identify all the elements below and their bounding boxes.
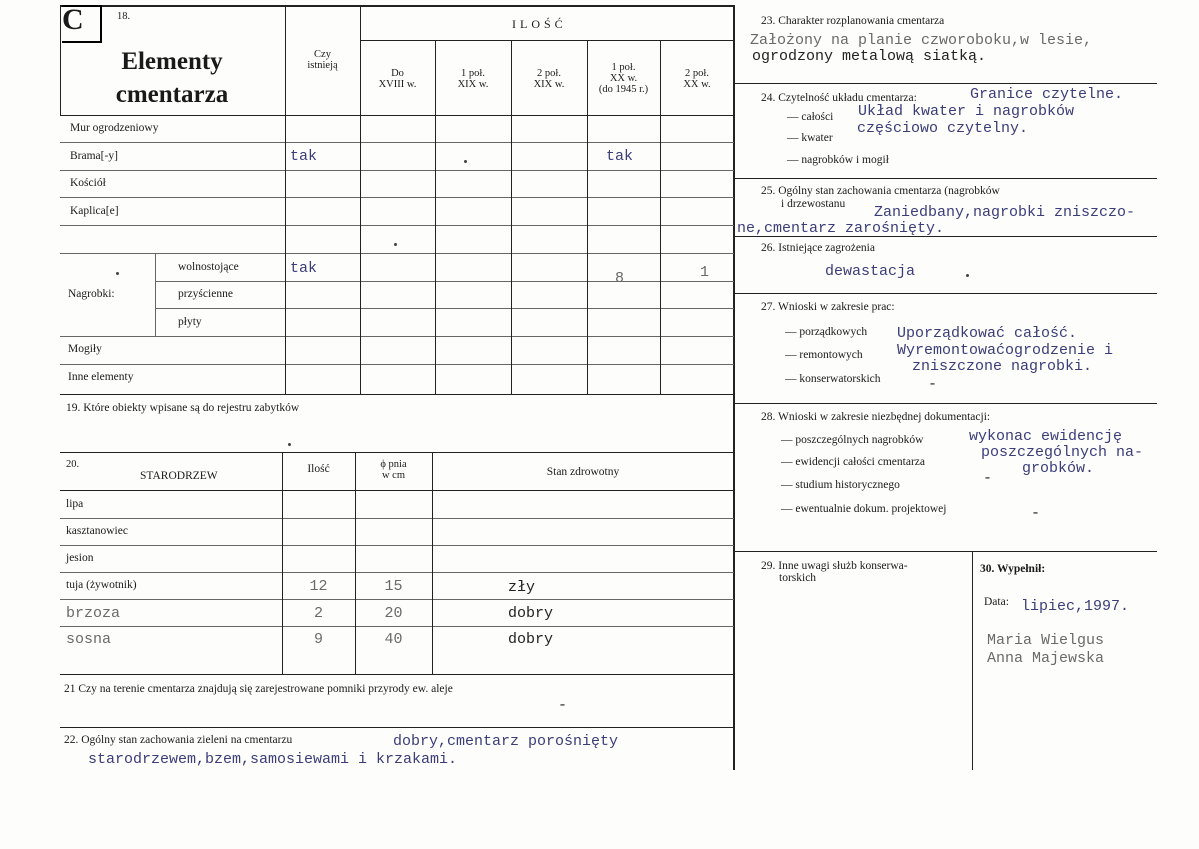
row-rule: [60, 518, 734, 519]
period-header-5: 2 poł. XX w.: [683, 68, 711, 90]
q25-label-line-2: i drzewostanu: [781, 198, 846, 210]
period-header-2: 1 poł. XIX w.: [457, 68, 489, 90]
q24-answer-line-3: częściowo czytelny.: [857, 120, 1029, 137]
filled-by-name-2: Anna Majewska: [987, 650, 1105, 667]
trees-header-rule: [60, 490, 734, 491]
q28-answer-line-1: wykonac ewidencję: [969, 428, 1123, 445]
gate-exists-value: tak: [290, 148, 318, 165]
section-rule: [60, 394, 734, 395]
date-label: Data:: [984, 596, 1009, 608]
tree-species: tuja (żywotnik): [66, 579, 137, 591]
section-rule: [60, 452, 734, 453]
row-label: Brama[-y]: [70, 150, 118, 162]
section-rule: [733, 551, 1157, 552]
q22-answer-line-1: dobry,cmentarz porośnięty: [393, 733, 619, 750]
trees-qty-header: Ilość: [307, 463, 330, 475]
col-rule: [155, 253, 156, 336]
q27-answer-cleanup: Uporządkować całość.: [897, 325, 1078, 342]
q30-label: 30. Wypełnił:: [980, 563, 1046, 575]
q24-sub-quarters: — kwater: [787, 132, 833, 144]
date-value: lipiec,1997.: [1021, 598, 1130, 615]
row-rule: [60, 599, 734, 600]
q27-label: 27. Wnioski w zakresie prac:: [761, 301, 895, 313]
tree-species: kasztanowiec: [66, 525, 128, 537]
trees-title: STARODRZEW: [140, 470, 218, 482]
row-rule: [60, 336, 734, 337]
section-letter: C: [62, 3, 84, 36]
q26-answer: dewastacja: [825, 263, 916, 280]
gate-period-4-value: tak: [606, 148, 634, 165]
row-rule: [60, 142, 734, 143]
section-rule: [733, 293, 1157, 294]
tree-species: sosna: [66, 631, 112, 648]
freestanding-period-5-value: 1: [700, 264, 710, 281]
q27-sub-repair: — remontowych: [785, 349, 863, 361]
section-rule: [733, 83, 1157, 84]
freestanding-exists-value: tak: [290, 260, 318, 277]
q25-answer-line-2: ne,cmentarz zarośnięty.: [737, 220, 945, 237]
trees-health-header: Stan zdrowotny: [546, 466, 620, 478]
ink-dot: [288, 443, 291, 446]
q27-answer-repair-line-2: zniszczone nagrobki.: [912, 358, 1093, 375]
left-border-top: [60, 5, 61, 115]
row-label: płyty: [178, 316, 202, 328]
row-rule: [60, 225, 734, 226]
row-label: Kaplica[e]: [70, 205, 119, 217]
tree-health: dobry: [508, 631, 554, 648]
q27-answer-conservation: -: [928, 376, 938, 393]
trees-diameter-header: ϕ pnia w cm: [380, 459, 407, 481]
tree-qty: 9: [313, 631, 323, 648]
trees-number: 20.: [66, 459, 80, 470]
q22-answer-line-2: starodrzewem,bzem,samosiewami i krzakami.: [88, 751, 458, 768]
row-label: Mur ogrodzeniowy: [70, 122, 159, 134]
freestanding-period-4-value: 8: [615, 270, 625, 287]
row-label: wolnostojące: [178, 261, 239, 273]
col-rule: [432, 452, 433, 674]
row-rule: [60, 170, 734, 171]
q28-label: 28. Wnioski w zakresie niezbędnej dokumentacji:: [761, 411, 991, 423]
tree-diameter: 40: [384, 631, 403, 648]
row-rule: [60, 197, 734, 198]
nagrobki-label: Nagrobki:: [68, 288, 115, 300]
q21-answer: -: [558, 697, 568, 714]
q28-answer-inventory: -: [983, 470, 993, 487]
table-header-rule: [60, 115, 734, 116]
col-rule: [660, 40, 661, 394]
q26-label: 26. Istniejące zagrożenia: [761, 242, 875, 254]
row-rule: [60, 253, 734, 254]
row-rule: [155, 308, 734, 309]
tree-qty: 12: [309, 578, 328, 595]
q23-label: 23. Charakter rozplanowania cmentarza: [761, 15, 945, 27]
q28-sub-project: — ewentualnie dokum. projektowej: [781, 503, 947, 515]
q19-label: 19. Które obiekty wpisane są do rejestru zabytków: [66, 402, 300, 414]
filled-by-name-1: Maria Wielgus: [987, 632, 1105, 649]
row-rule: [60, 364, 734, 365]
row-label: Inne elementy: [68, 371, 134, 383]
period-header-3: 2 poł. XIX w.: [533, 68, 565, 90]
q24-sub-whole: — całości: [787, 111, 834, 123]
tree-species: brzoza: [66, 605, 121, 622]
q22-label: 22. Ogólny stan zachowania zieleni na cmentarzu: [64, 734, 293, 746]
section-rule: [60, 674, 734, 675]
tree-qty: 2: [313, 605, 323, 622]
tree-species: jesion: [66, 552, 94, 564]
ink-dot: [966, 274, 969, 277]
q23-answer-line-2: ogrodzony metalową siatką.: [752, 48, 987, 65]
period-header-1: Do XVIII w.: [378, 68, 417, 90]
row-rule: [60, 545, 734, 546]
col-rule: [511, 40, 512, 394]
row-label: Kościół: [70, 177, 106, 189]
tree-health: dobry: [508, 605, 554, 622]
q28-answer-project: -: [1031, 505, 1041, 522]
q28-answer-line-2: poszczególnych na-: [981, 444, 1144, 461]
section-number: 18.: [117, 11, 131, 22]
q24-label: 24. Czytelność układu cmentarza:: [761, 92, 917, 104]
center-divider: [733, 5, 735, 770]
q24-answer-line-1: Granice czytelne.: [970, 86, 1124, 103]
section-rule: [733, 178, 1157, 179]
col-rule: [360, 5, 361, 394]
q29-label-line-2: torskich: [779, 572, 817, 584]
top-border: [60, 5, 734, 7]
q27-answer-repair-line-1: Wyremontowaćogrodzenie i: [897, 342, 1114, 359]
row-rule: [60, 572, 734, 573]
ink-dot: [116, 272, 119, 275]
q29-label-line-1: 29. Inne uwagi służb konserwa-: [761, 560, 908, 572]
q27-sub-conservation: — konserwatorskich: [785, 373, 881, 385]
tree-species: lipa: [66, 498, 84, 510]
q28-sub-history: — studium historycznego: [781, 479, 900, 491]
ink-dot: [464, 160, 467, 163]
title-line-1: Elementy: [121, 48, 223, 75]
quantity-header: ILOŚĆ: [512, 17, 567, 31]
q23-answer-line-1: Założony na planie czworoboku,w lesie,: [750, 32, 1093, 49]
row-rule: [60, 626, 734, 627]
q28-sub-graves: — poszczególnych nagrobków: [781, 434, 924, 446]
title-line-2: cmentarza: [115, 81, 229, 108]
q27-sub-cleanup: — porządkowych: [785, 326, 868, 338]
exists-column-header: Czy istnieją: [307, 49, 338, 71]
col-rule: [435, 40, 436, 394]
row-label: przyścienne: [178, 288, 233, 300]
q28-sub-inventory: — ewidencji całości cmentarza: [781, 456, 925, 468]
section-rule: [60, 727, 734, 728]
row-rule: [155, 281, 734, 282]
q25-answer-line-1: Zaniedbany,nagrobki zniszczo-: [874, 204, 1136, 221]
period-header-4: 1 poł. XX w. (do 1945 r.): [598, 62, 649, 95]
q24-sub-graves: — nagrobków i mogił: [787, 154, 889, 166]
col-rule: [972, 551, 973, 770]
section-rule: [733, 403, 1157, 404]
q25-label-line-1: 25. Ogólny stan zachowania cmentarza (nagrobków: [761, 185, 1000, 197]
tree-diameter: 20: [384, 605, 403, 622]
tree-diameter: 15: [384, 578, 403, 595]
tree-health: zły: [508, 579, 536, 596]
q24-answer-line-2: Układ kwater i nagrobków: [858, 103, 1075, 120]
q28-answer-line-3: grobków.: [1022, 460, 1095, 477]
ink-dot: [394, 243, 397, 246]
q21-label: 21 Czy na terenie cmentarza znajdują się zarejestrowane pomniki przyrody ew. aleje: [64, 683, 453, 695]
row-label: Mogiły: [68, 343, 102, 355]
quantity-header-rule: [360, 40, 734, 41]
